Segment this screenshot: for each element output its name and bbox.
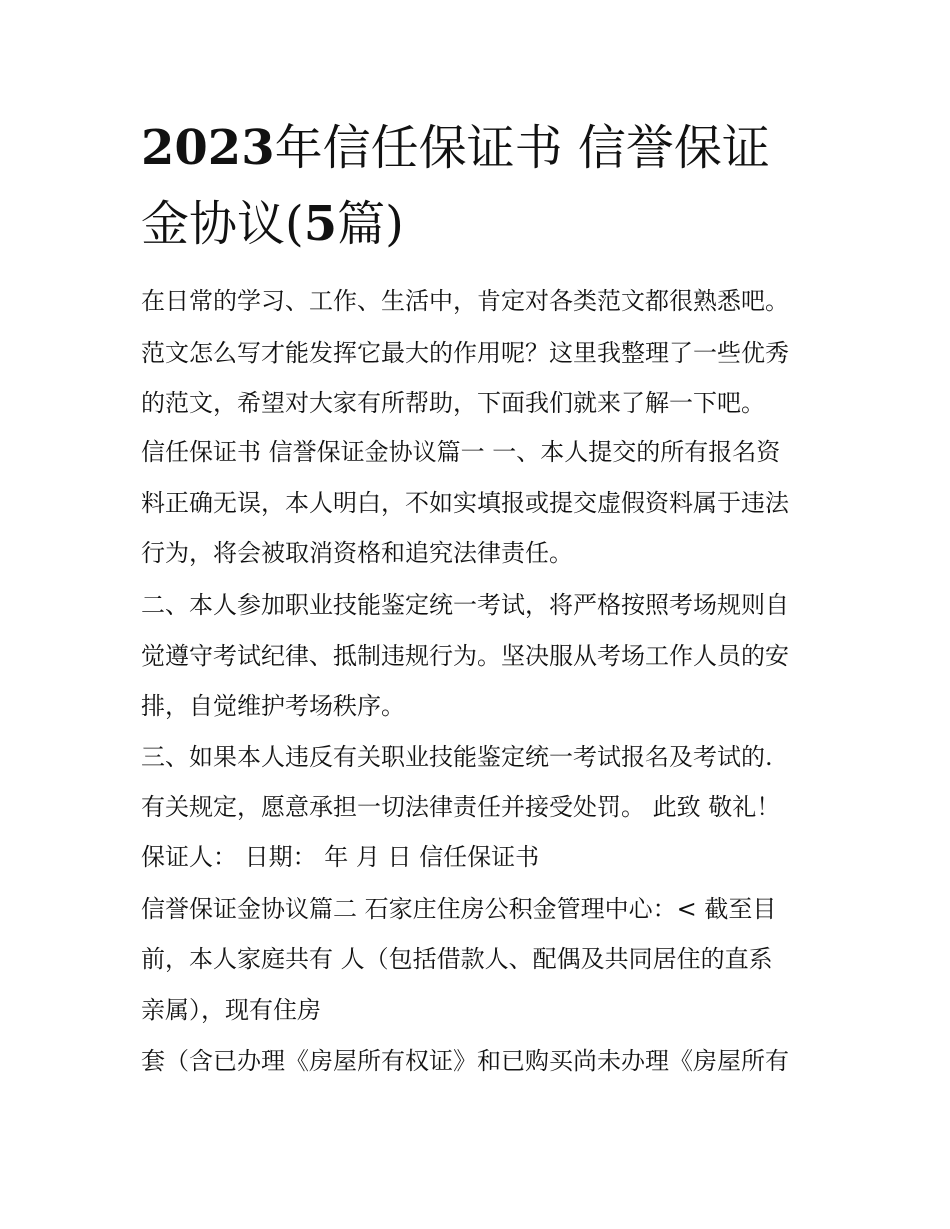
body-line: 行为，将会被取消资格和追究法律责任。 [141,539,573,567]
title-year: 2023 [141,120,275,176]
body-line: 套（含已办理《房屋所有权证》和已购买尚未办理《房屋所有 [141,1047,789,1075]
body-line: 二、本人参加职业技能鉴定统一考试，将严格按照考场规则自 [141,591,789,619]
title-line2-b: 篇) [337,196,404,252]
body-line: 的范文，希望对大家有所帮助，下面我们就来了解一下吧。 [141,389,765,417]
body-line: 保证人： 日期： 年 月 日 信任保证书 [141,843,540,871]
body-line: 前，本人家庭共有 人（包括借款人、配偶及共同居住的直系 [141,945,773,973]
body-line: 在日常的学习、工作、生活中，肯定对各类范文都很熟悉吧。 [141,287,789,315]
title-line1-text: 年信任保证书 信誉保证 [274,120,770,176]
title-line2-a: 金协议( [141,196,304,252]
body-line: 觉遵守考试纪律、抵制违规行为。坚决服从考场工作人员的安 [141,642,789,670]
body-line: 排，自觉维护考场秩序。 [141,692,405,720]
body-line: 范文怎么写才能发挥它最大的作用呢？这里我整理了一些优秀 [141,339,789,367]
body-line: 信任保证书 信誉保证金协议篇一 一、本人提交的所有报名资 [141,438,781,466]
body-line: 信誉保证金协议篇二 石家庄住房公积金管理中心：< 截至目 [141,895,777,923]
document-title [141,110,821,262]
title-count: 5 [303,196,338,252]
body-line: 三、如果本人违反有关职业技能鉴定统一考试报名及考试的. [141,743,773,771]
body-line: 有关规定，愿意承担一切法律责任并接受处罚。 此致 敬礼！ [141,793,781,821]
body-line: 料正确无误，本人明白，不如实填报或提交虚假资料属于违法 [141,489,789,517]
body-line: 亲属），现有住房 [141,996,321,1024]
